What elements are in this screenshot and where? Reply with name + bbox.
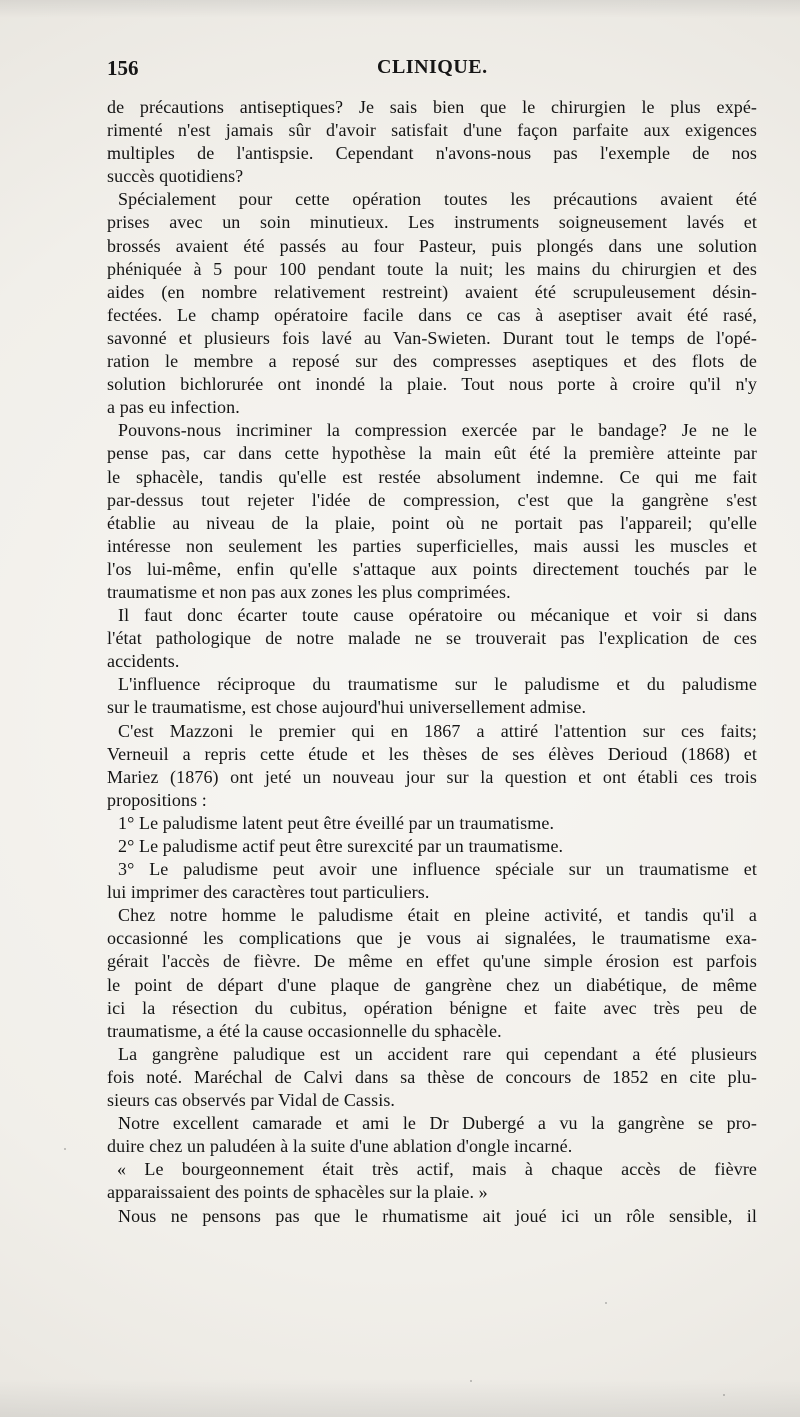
text-line: ration le membre a reposé sur des compresses aseptiques et des flots de	[107, 351, 757, 372]
text-line: apparaissaient des points de sphacèles sur la plaie. »	[107, 1182, 488, 1203]
text-line: le point de départ d'une plaque de gangrène chez un diabétique, de même	[107, 974, 757, 995]
text-line: La gangrène paludique est un accident rare qui cependant a été plusieurs	[118, 1043, 757, 1064]
text-line: Pouvons-nous incriminer la compression exercée par le bandage? Je ne le	[118, 420, 757, 441]
text-line: Chez notre homme le paludisme était en pleine activité, et tandis qu'il a	[118, 905, 757, 926]
text-line: Notre excellent camarade et ami le Dr Dubergé a vu la gangrène se pro-	[118, 1113, 757, 1134]
text-line: Il faut donc écarter toute cause opératoire ou mécanique et voir si dans	[118, 605, 757, 626]
paper-speck	[605, 1302, 607, 1304]
text-line: l'état pathologique de notre malade ne se trouverait pas l'explication de ces	[107, 628, 757, 649]
text-line: sur le traumatisme, est chose aujourd'hui universellement admise.	[107, 697, 587, 718]
text-line: ici la résection du cubitus, opération bénigne et faite avec très peu de	[107, 997, 757, 1018]
paper-speck	[64, 1148, 66, 1150]
page-header	[107, 56, 755, 86]
text-line: fectées. Le champ opératoire facile dans ce cas à aseptiser avait été rasé,	[107, 304, 757, 325]
text-line: le sphacèle, tandis qu'elle est restée absolument indemne. Ce qui me fait	[107, 466, 757, 487]
text-line: 2° Le paludisme actif peut être surexcité par un traumatisme.	[118, 836, 564, 856]
body-text	[107, 96, 757, 1228]
text-line: C'est Mazzoni le premier qui en 1867 a attiré l'attention sur ces faits;	[118, 720, 757, 741]
text-line: Verneuil a repris cette étude et les thèses de ses élèves Derioud (1868) et	[107, 743, 757, 764]
text-line: phéniquée à 5 pour 100 pendant toute la nuit; les mains du chirurgien et des	[107, 258, 757, 279]
text-line: gérait l'accès de fièvre. De même en effet qu'une simple érosion est parfois	[107, 951, 757, 972]
text-line: de précautions antiseptiques? Je sais bien que le chirurgien le plus expé-	[107, 97, 757, 117]
text-line: prises avec un soin minutieux. Les instruments soigneusement lavés et	[107, 212, 757, 233]
text-line: duire chez un paludéen à la suite d'une ablation d'ongle incarné.	[107, 1136, 573, 1157]
text-line: Spécialement pour cette opération toutes les précautions avaient été	[118, 189, 757, 210]
text-line: sieurs cas observés par Vidal de Cassis.	[107, 1090, 396, 1111]
running-title: CLINIQUE.	[377, 56, 488, 78]
text-line: Mariez (1876) ont jeté un nouveau jour sur la question et ont établi ces trois	[107, 766, 757, 787]
text-line: par-dessus tout rejeter l'idée de compression, c'est que la gangrène s'est	[107, 489, 757, 510]
text-line: a pas eu infection.	[107, 397, 240, 418]
page-number: 156	[107, 56, 139, 80]
text-line: l'os lui-même, enfin qu'elle s'attaque aux points directement touchés par le	[107, 558, 757, 579]
text-line: établie au niveau de la plaie, point où ne portait pas l'appareil; qu'elle	[107, 512, 757, 533]
text-line: L'influence réciproque du traumatisme sur le paludisme et du paludisme	[118, 674, 757, 695]
text-line: aides (en nombre relativement restreint) avaient été scrupuleusement désin-	[107, 281, 757, 302]
text-line: Nous ne pensons pas que le rhumatisme ait joué ici un rôle sensible, il	[118, 1205, 757, 1226]
text-line: rimenté n'est jamais sûr d'avoir satisfait d'une façon parfaite aux exigences	[107, 120, 757, 141]
text-line: occasionné les complications que je vous ai signalées, le traumatisme exa-	[107, 928, 757, 949]
text-line: traumatisme, a été la cause occasionnelle du sphacèle.	[107, 1020, 502, 1041]
text-line: savonné et plusieurs fois lavé au Van-Swieten. Durant tout le temps de l'opé-	[107, 327, 757, 348]
text-line: intéresse non seulement les parties superficielles, mais aussi les muscles et	[107, 535, 757, 556]
text-line: accidents.	[107, 651, 180, 672]
text-line: 1° Le paludisme latent peut être éveillé par un traumatisme.	[118, 812, 555, 833]
text-line: fois noté. Maréchal de Calvi dans sa thèse de concours de 1852 en cite plu-	[107, 1066, 757, 1087]
text-line: traumatisme et non pas aux zones les plus comprimées.	[107, 581, 511, 602]
page-bottom-shadow	[0, 1379, 800, 1417]
text-line: 3° Le paludisme peut avoir une influence spéciale sur un traumatisme et	[118, 859, 757, 880]
text-line: brossés avaient été passés au four Pasteur, puis plongés dans une solution	[107, 235, 757, 256]
text-line: pense pas, car dans cette hypothèse la main eût été la première atteinte par	[107, 443, 757, 464]
text-line: succès quotidiens?	[107, 166, 244, 187]
text-line: propositions :	[107, 789, 207, 810]
text-line: multiples de l'antispsie. Cependant n'avons-nous pas l'exemple de nos	[107, 143, 757, 164]
text-line: solution bichlorurée ont inondé la plaie. Tout nous porte à croire qu'il n'y	[107, 374, 757, 395]
text-line: lui imprimer des caractères tout particuliers.	[107, 882, 430, 903]
page-top-shadow	[0, 0, 800, 18]
text-line: « Le bourgeonnement était très actif, mais à chaque accès de fièvre	[117, 1159, 757, 1180]
